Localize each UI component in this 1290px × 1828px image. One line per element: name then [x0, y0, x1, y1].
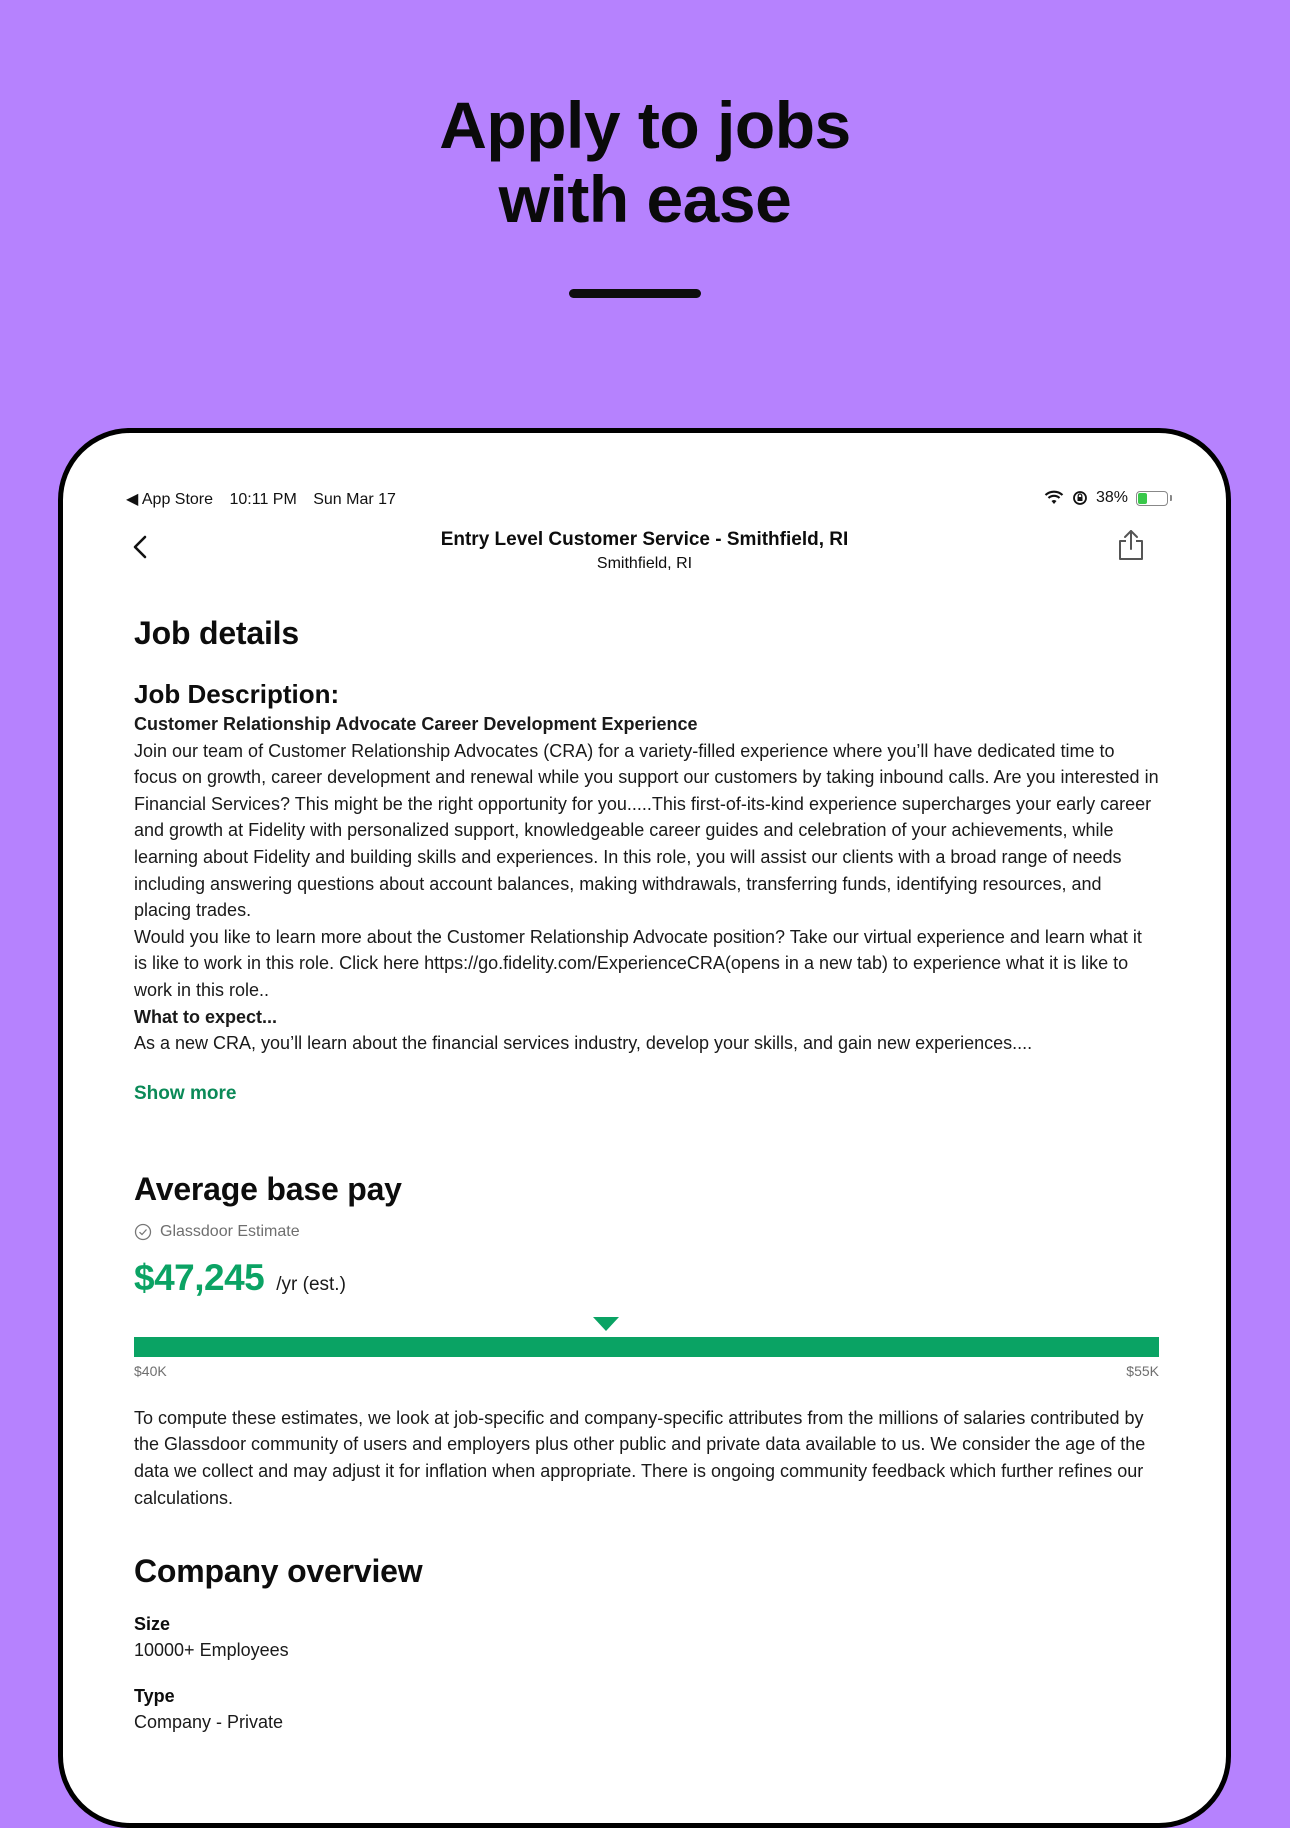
type-value: Company - Private	[134, 1712, 284, 1733]
job-details-heading: Job details	[134, 615, 299, 651]
average-pay-heading: Average base pay	[134, 1170, 402, 1207]
promo-headline-line2: with ease	[498, 162, 792, 236]
job-paragraph-1: Join our team of Customer Relationship Advocates (CRA) for a variety-filled experience where you’ll have dedicated time to focus on growth, career development and renewal while you support our customers by taking inbound calls. Are you interested in Financial Services? This might be the right opportunity for you.....This first-of-its-kind experience supercharges your early career and growth at Fidelity with personalized support, knowledgeable career guides and celebration of your achievements, while learning about Fidelity and building skills and experiences. In this role, you will assist our clients with a broad range of needs including answering questions about account balances, making withdrawals, transferring funds, identifying resources, and placing trades.	[134, 740, 1159, 921]
job-paragraph-2: Would you like to learn more about the Customer Relationship Advocate position? Take our virtual experience and learn what it is like to work in this role. Click here https://go.fidelity.com/ExperienceCRA(opens in a new tab) to experience what it is like to work in this role..	[134, 926, 1142, 1000]
size-value: 10000+ Employees	[134, 1640, 289, 1661]
battery-icon	[1136, 491, 1168, 506]
show-more-link[interactable]: Show more	[134, 1082, 237, 1104]
job-subheading: Customer Relationship Advocate Career Development Experience	[134, 714, 698, 734]
app-screen	[63, 433, 1226, 1823]
company-overview-heading: Company overview	[134, 1553, 423, 1590]
status-date: Sun Mar 17	[313, 491, 396, 508]
company-overview	[134, 1551, 1159, 1735]
pay-amount: $47,245	[134, 1256, 265, 1298]
job-paragraph-3: As a new CRA, you’ll learn about the financial services industry, develop your skills, and gain new experiences....	[134, 1033, 1033, 1054]
pay-description: To compute these estimates, we look at job-specific and company-specific attributes from the millions of salaries contributed by the Glassdoor community of users and employers plus other public and private data available to us. We consider the age of the data we collect and may adjust it for inflation when appropriate. There is ongoing community feedback which further refines our calculations.	[134, 1407, 1146, 1508]
orientation-lock-icon	[1072, 490, 1088, 506]
nav-subtitle: Smithfield, RI	[596, 555, 693, 572]
pay-range-marker	[593, 1317, 619, 1331]
battery-level-fill	[1138, 493, 1147, 504]
estimate-label: Glassdoor Estimate	[160, 1222, 300, 1240]
pay-amount-row	[134, 1257, 1159, 1299]
pay-range-bar	[134, 1337, 1159, 1357]
size-label: Size	[134, 1614, 171, 1635]
pay-unit: /yr (est.)	[276, 1273, 346, 1295]
headline-underline	[569, 289, 701, 298]
nav-title: Entry Level Customer Service - Smithfield, RI	[440, 529, 849, 550]
status-time: 10:11 PM	[229, 491, 297, 508]
check-circle-icon	[134, 1223, 152, 1241]
what-to-expect-heading: What to expect...	[134, 1006, 278, 1027]
job-description-title: Job Description:	[134, 679, 340, 709]
pay-range-max: $55K	[1126, 1362, 1159, 1379]
share-icon[interactable]	[1116, 527, 1146, 563]
glassdoor-estimate	[134, 1223, 1159, 1241]
wifi-icon	[1044, 490, 1064, 506]
type-label: Type	[134, 1686, 175, 1707]
nav-bar	[63, 523, 1226, 583]
tablet-frame	[58, 428, 1231, 1828]
job-content	[134, 613, 1159, 1735]
status-bar	[126, 489, 1172, 511]
battery-percent: 38%	[1095, 489, 1128, 506]
battery-nub	[1170, 495, 1172, 501]
pay-section	[134, 1169, 1159, 1511]
promo-headline	[0, 88, 1290, 236]
promo-headline-line1: Apply to jobs	[439, 88, 851, 162]
pay-range-min: $40K	[134, 1362, 167, 1379]
back-to-app-store[interactable]: ◀ App Store	[126, 491, 214, 508]
pay-range	[134, 1313, 1159, 1379]
